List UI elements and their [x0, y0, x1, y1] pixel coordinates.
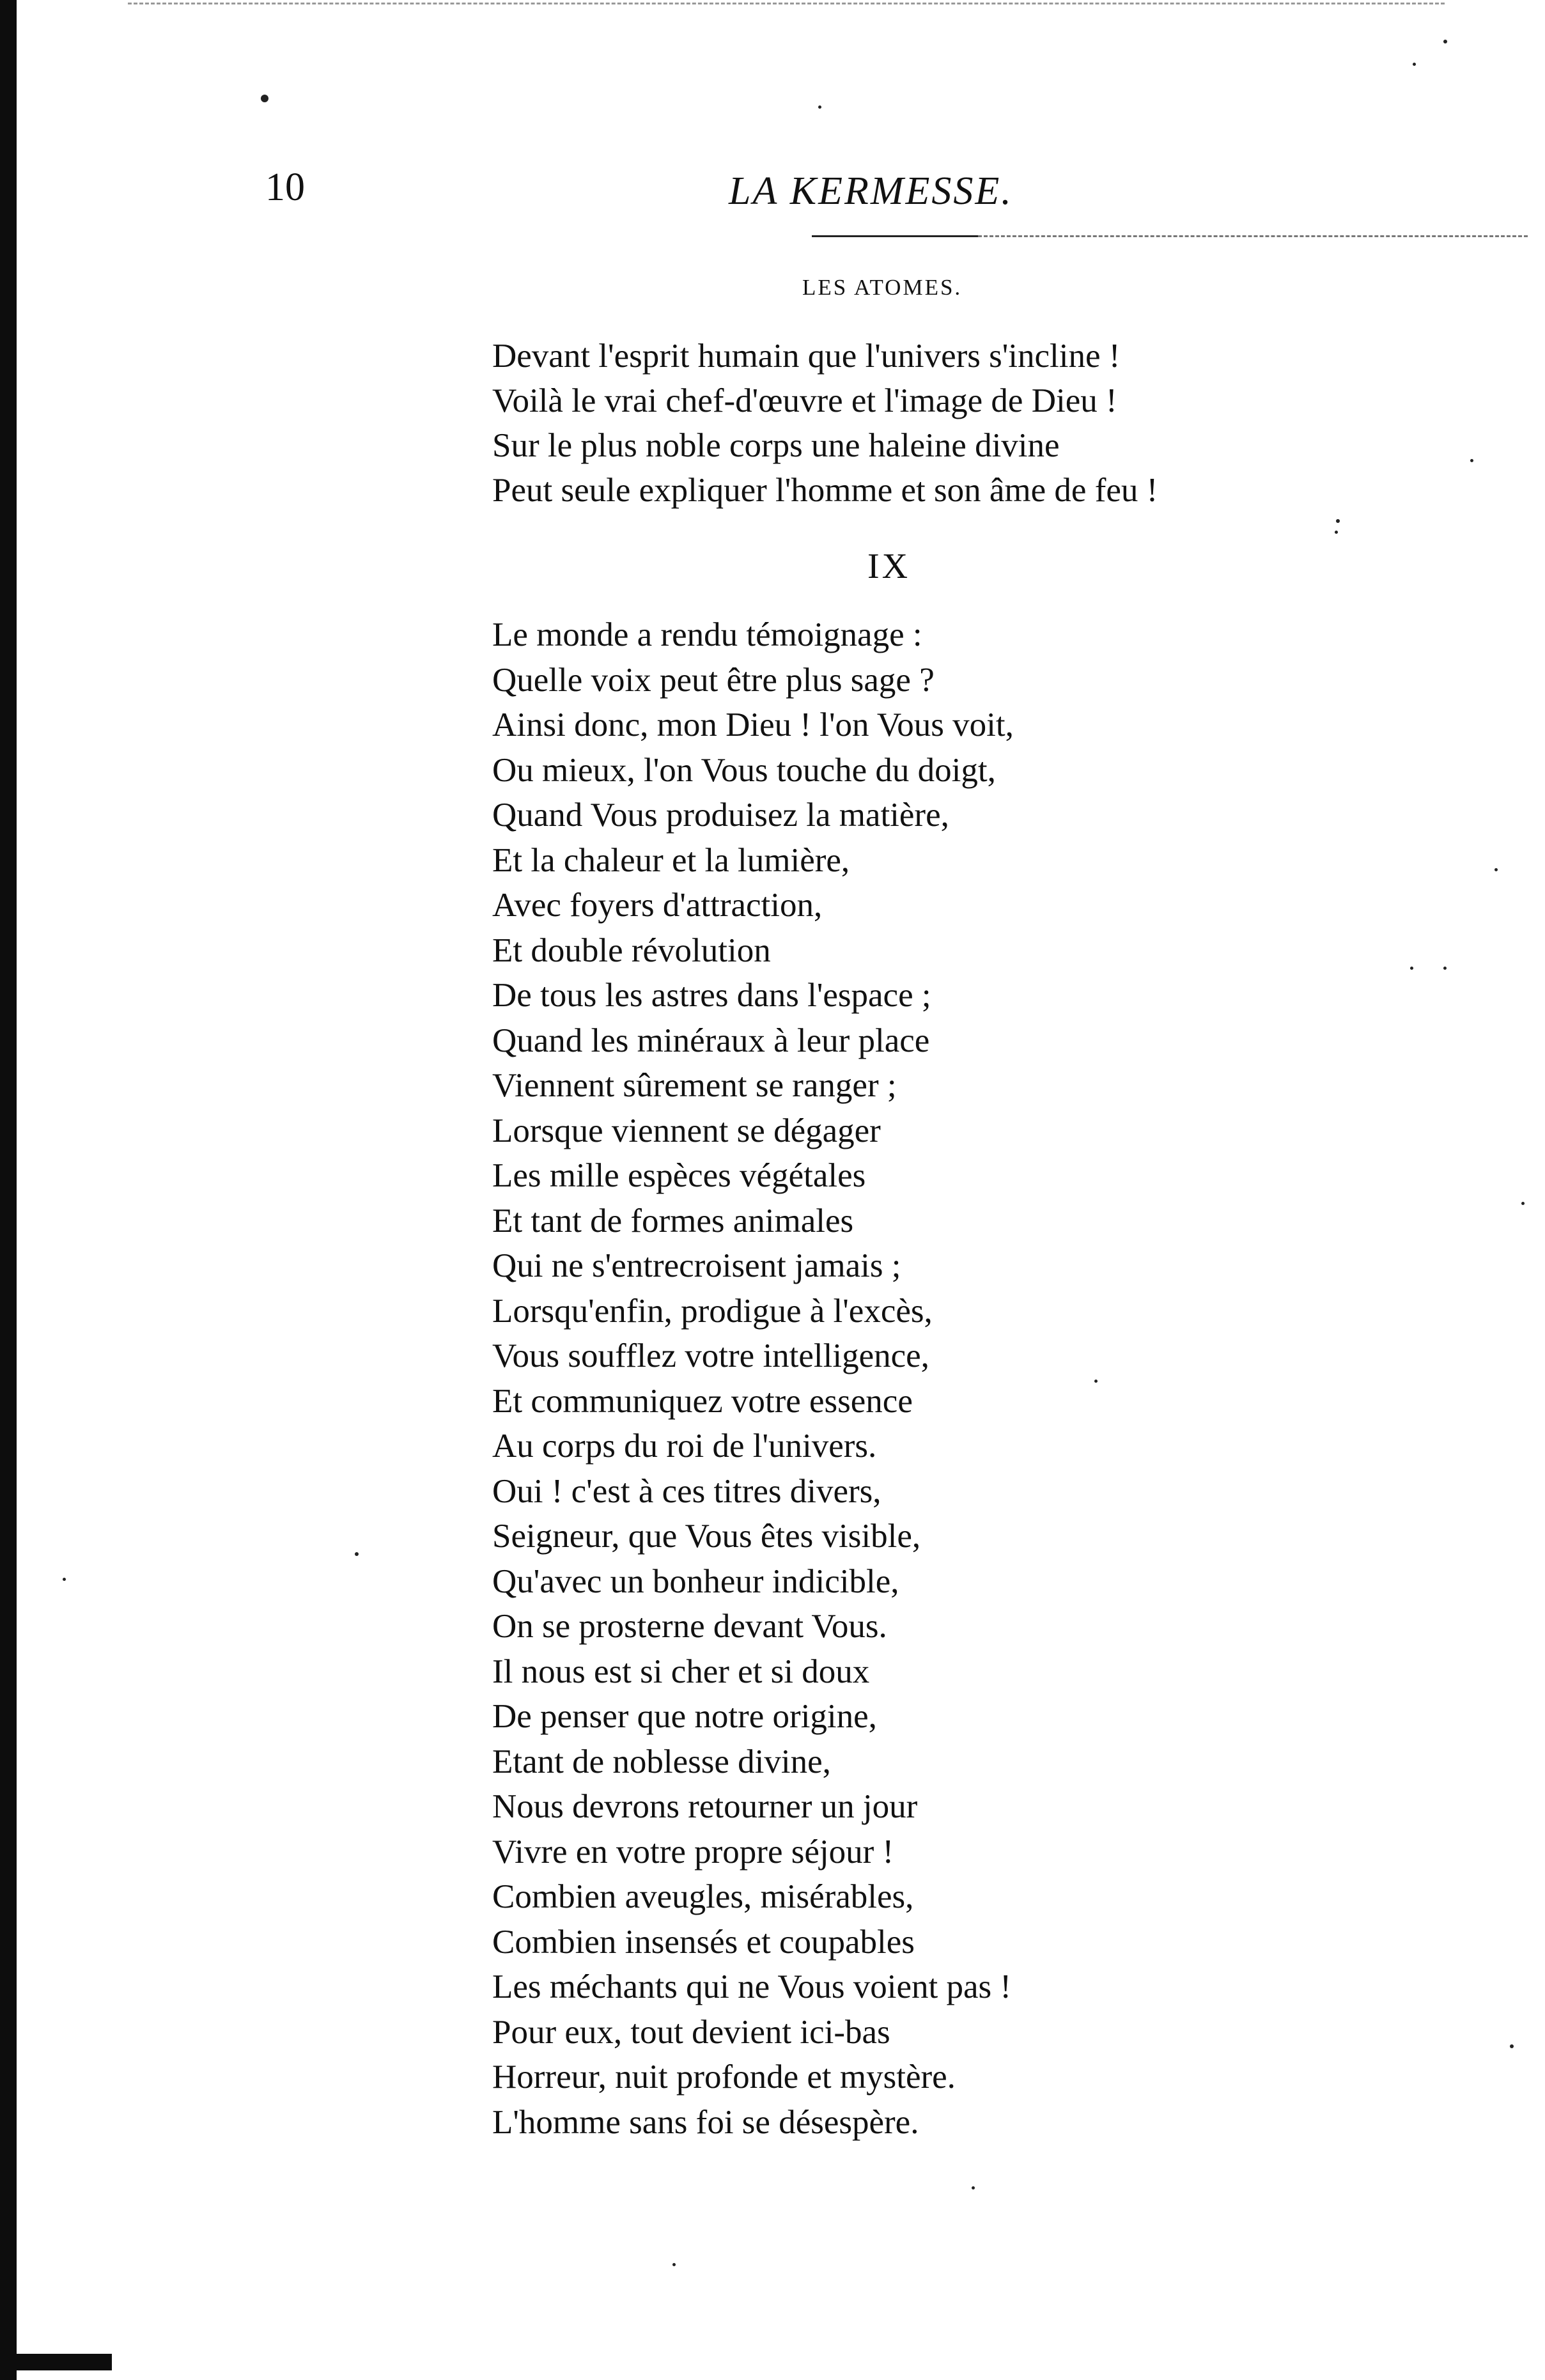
verse-line: Vous soufflez votre intelligence,	[492, 1337, 929, 1374]
verse-line: Peut seule expliquer l'homme et son âme de feu !	[492, 472, 1158, 509]
scan-speck	[1413, 63, 1416, 66]
verse-line: Vivre en votre propre séjour !	[492, 1833, 894, 1871]
verse-line: De penser que notre origine,	[492, 1698, 877, 1735]
verse-line: De tous les astres dans l'espace ;	[492, 977, 931, 1014]
scan-speck	[63, 1578, 66, 1581]
scan-speck	[818, 105, 821, 109]
scan-speck	[672, 2263, 676, 2266]
verse-line: Pour eux, tout devient ici-bas	[492, 2013, 890, 2051]
verse-line: Le monde a rendu témoignage :	[492, 616, 922, 653]
verse-line: Nous devrons retourner un jour	[492, 1788, 918, 1825]
verse-line: Devant l'esprit humain que l'univers s'incline !	[492, 338, 1121, 375]
poem-stanza-opening	[492, 334, 1158, 513]
page-binding-edge	[0, 0, 17, 2380]
header-rule-dashed	[978, 235, 1528, 237]
scan-speck	[355, 1552, 359, 1556]
verse-line: On se prosterne devant Vous.	[492, 1608, 887, 1645]
scan-speck	[1495, 868, 1498, 871]
scan-speck	[1336, 519, 1340, 523]
verse-line: Oui ! c'est à ces titres divers,	[492, 1472, 881, 1510]
verse-line: Qu'avec un bonheur indicible,	[492, 1562, 899, 1600]
scan-speck	[1521, 1202, 1525, 1205]
verse-line: Quelle voix peut être plus sage ?	[492, 661, 935, 699]
verse-line: Au corps du roi de l'univers.	[492, 1427, 877, 1465]
page-number: 10	[265, 166, 305, 209]
scan-speck	[1410, 967, 1413, 970]
verse-line: Lorsque viennent se dégager	[492, 1112, 881, 1149]
scan-speck	[1094, 1380, 1098, 1383]
scan-speck	[1443, 967, 1447, 970]
verse-line: Viennent sûrement se ranger ;	[492, 1067, 897, 1104]
verse-line: Quand les minéraux à leur place	[492, 1022, 930, 1059]
scan-speck	[1470, 459, 1473, 462]
scan-speck	[972, 2186, 975, 2189]
verse-line: Combien insensés et coupables	[492, 1923, 915, 1961]
section-title: LES ATOMES.	[802, 275, 963, 300]
verse-line: Et tant de formes animales	[492, 1202, 854, 1240]
running-head-title: LA KERMESSE.	[729, 169, 1013, 213]
verse-line: Sur le plus noble corps une haleine divine	[492, 427, 1060, 464]
verse-line: Ou mieux, l'on Vous touche du doigt,	[492, 751, 996, 789]
verse-line: Et double révolution	[492, 931, 771, 969]
scan-speck	[1510, 2044, 1514, 2048]
header-rule	[812, 235, 978, 237]
verse-line: Et communiquez votre essence	[492, 1382, 913, 1420]
section-numeral: IX	[867, 547, 911, 586]
verse-line: Seigneur, que Vous êtes visible,	[492, 1518, 921, 1555]
verse-line: Il nous est si cher et si doux	[492, 1653, 870, 1690]
scan-speck	[1335, 531, 1338, 534]
bottom-margin-mark	[0, 2354, 112, 2370]
verse-line: Voilà le vrai chef-d'œuvre et l'image de Dieu !	[492, 382, 1117, 419]
top-scan-border	[128, 3, 1445, 4]
verse-line: Lorsqu'enfin, prodigue à l'excès,	[492, 1292, 933, 1330]
poem-stanza-ix	[492, 612, 1014, 2145]
verse-line: Et la chaleur et la lumière,	[492, 841, 850, 879]
verse-line: Combien aveugles, misérables,	[492, 1878, 914, 1915]
scan-speck	[1443, 40, 1447, 43]
verse-line: L'homme sans foi se désespère.	[492, 2103, 919, 2141]
verse-line: Qui ne s'entrecroisent jamais ;	[492, 1247, 901, 1284]
verse-line: Les mille espèces végétales	[492, 1157, 866, 1194]
verse-line: Avec foyers d'attraction,	[492, 887, 823, 924]
verse-line: Horreur, nuit profonde et mystère.	[492, 2058, 956, 2096]
verse-line: Quand Vous produisez la matière,	[492, 797, 949, 834]
verse-line: Ainsi donc, mon Dieu ! l'on Vous voit,	[492, 706, 1014, 743]
verse-line: Etant de noblesse divine,	[492, 1743, 831, 1780]
scan-speck	[261, 95, 268, 102]
verse-line: Les méchants qui ne Vous voient pas !	[492, 1968, 1012, 2005]
